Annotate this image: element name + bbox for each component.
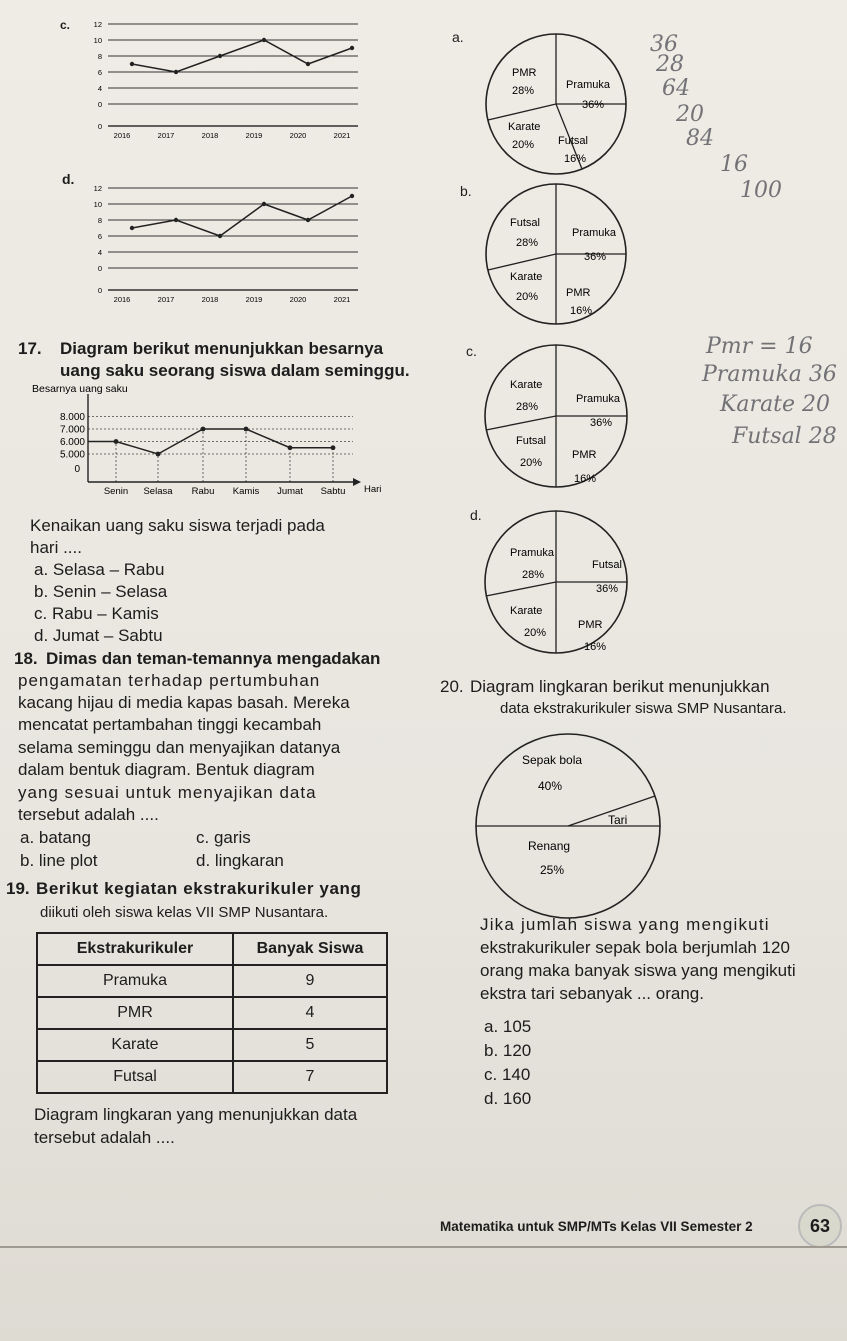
table-row (37, 997, 387, 1029)
q20-line1: Diagram lingkaran berikut menunjukkan (470, 677, 770, 696)
table-row (37, 1061, 387, 1093)
pie-b-label-karate: Karate (510, 271, 543, 283)
data-point (244, 427, 249, 432)
x-tick-label: 2021 (333, 131, 351, 140)
q20-option-b[interactable]: b. 120 (484, 1041, 532, 1060)
pie-c-pct-pramuka: 36% (590, 417, 613, 429)
pie-option-c-letter: c. (466, 343, 477, 359)
pie-b-label-futsal: Futsal (510, 217, 540, 229)
line-chart-d-yticks (94, 184, 102, 295)
y-tick-label: 10 (93, 36, 102, 45)
handwriting-note: 84 (686, 126, 714, 151)
x-tick-label: 2021 (333, 295, 351, 304)
table-cell: PMR (37, 997, 233, 1029)
y-tick-label: 5.000 (59, 449, 85, 461)
data-point (174, 70, 178, 74)
pie-c-pct-futsal: 20% (520, 457, 543, 469)
q18-option-c[interactable]: c. garis (196, 828, 251, 847)
table-cell: Futsal (37, 1061, 233, 1093)
pie-b-label-pmr: PMR (566, 287, 591, 299)
pie-option-c (478, 342, 638, 492)
q17-chart-xticks (104, 486, 346, 497)
y-tick-label: 10 (93, 200, 102, 209)
pie-a-label-pramuka: Pramuka (566, 79, 611, 91)
table-cell: 4 (233, 997, 387, 1029)
x-tick-label: Rabu (191, 486, 215, 497)
pie-a-pct-pmr: 28% (512, 85, 535, 97)
x-tick-label: 2019 (245, 295, 263, 304)
data-point (218, 234, 222, 238)
data-point (114, 439, 119, 444)
q18-line2: pengamatan terhadap pertumbuhan (18, 671, 321, 690)
x-tick-label: 2017 (157, 131, 175, 140)
q20-question-line1: Jika jumlah siswa yang mengikuti (480, 915, 770, 934)
pie-option-d-letter: d. (470, 507, 482, 523)
q17-number: 17. (18, 339, 42, 358)
handwriting-note: 20 (676, 102, 704, 127)
q17-option-b[interactable]: b. Senin – Selasa (34, 582, 168, 601)
x-tick-label: Sabtu (320, 486, 346, 497)
x-tick-label: 2018 (201, 131, 219, 140)
y-tick-label: 4 (97, 84, 102, 93)
y-tick-label: 6 (97, 68, 102, 77)
pie-c-pct-pmr: 16% (574, 473, 597, 485)
pie-a-label-futsal: Futsal (558, 135, 588, 147)
x-tick-label: Selasa (143, 486, 173, 497)
q19-header-ekstra: Ekstrakurikuler (37, 933, 233, 965)
q20-option-d[interactable]: d. 160 (484, 1089, 532, 1108)
data-point (350, 194, 354, 198)
q19-after2: tersebut adalah .... (34, 1128, 175, 1147)
data-point (130, 62, 134, 66)
q17-line-chart (28, 382, 398, 504)
q17-question2: hari .... (30, 538, 82, 557)
line-chart-d-xticks (114, 295, 351, 304)
y-tick-label: 12 (93, 184, 102, 193)
table-cell: 7 (233, 1061, 387, 1093)
pie-c-label-pramuka: Pramuka (576, 393, 621, 405)
handwriting-note: 28 (656, 52, 684, 77)
y-tick-label: 8 (97, 216, 102, 225)
q18-line7: yang sesuai untuk menyajikan data (18, 783, 317, 802)
pie-c-label-pmr: PMR (572, 449, 597, 461)
q20-option-c[interactable]: c. 140 (484, 1065, 531, 1084)
option-c-label: c. (60, 18, 71, 32)
q18-line5: selama seminggu dan menyajikan datanya (18, 738, 341, 757)
handwriting-note: 100 (740, 178, 782, 203)
handwriting-note: 64 (662, 76, 690, 101)
pie-a-label-pmr: PMR (512, 67, 537, 79)
q17-line1: Diagram berikut menunjukkan besarnya (60, 339, 384, 358)
q17-chart-title: Besarnya uang saku (32, 383, 128, 395)
y-tick-label: 12 (93, 20, 102, 29)
pie-d-pct-pmr: 16% (584, 641, 607, 653)
x-tick-label: Kamis (232, 486, 260, 497)
table-cell: 9 (233, 965, 387, 997)
table-row (37, 965, 387, 997)
q19-table-header-row (37, 933, 387, 965)
q20-label-renang: Renang (528, 839, 571, 853)
handwriting-note: Pmr = 16 (706, 334, 813, 359)
pie-a-label-karate: Karate (508, 121, 541, 133)
q20-question-line2: ekstrakurikuler sepak bola berjumlah 120 (480, 938, 790, 957)
data-point (262, 38, 266, 42)
pie-c-label-futsal: Futsal (516, 435, 546, 447)
y-tick-label: 0 (97, 286, 102, 295)
q20-pie-chart (468, 726, 668, 926)
pie-d-pct-futsal: 36% (596, 583, 619, 595)
y-tick-label: 0 (97, 122, 102, 131)
table-cell: Karate (37, 1029, 233, 1061)
q18-line1: Dimas dan teman-temannya mengadakan (46, 649, 381, 668)
pie-b-pct-pmr: 16% (570, 305, 593, 317)
q19-line1: Berikut kegiatan ekstrakurikuler yang (36, 879, 362, 898)
q17-option-a[interactable]: a. Selasa – Rabu (34, 560, 165, 579)
data-point (174, 218, 178, 222)
footer-book-title: Matematika untuk SMP/MTs Kelas VII Semester 2 (440, 1219, 753, 1234)
y-tick-label: 4 (97, 248, 102, 257)
handwriting-note: Pramuka 36 (702, 362, 837, 387)
q17-option-d[interactable]: d. Jumat – Sabtu (34, 626, 163, 645)
pie-option-b (478, 182, 638, 327)
line-chart-c-yticks (94, 20, 102, 131)
line-chart-c (78, 16, 368, 166)
option-d-label: d. (62, 171, 75, 187)
line-chart-c-xticks (114, 131, 351, 140)
table-row (37, 1029, 387, 1061)
handwriting-note: Karate 20 (720, 392, 831, 417)
data-point (218, 54, 222, 58)
q19-line2: diikuti oleh siswa kelas VII SMP Nusantara. (40, 904, 329, 921)
line-chart-d (78, 180, 368, 330)
q18-line8: tersebut adalah .... (18, 805, 159, 824)
pie-option-a (478, 32, 638, 177)
data-point (306, 62, 310, 66)
x-tick-label: Senin (103, 486, 129, 497)
q20-pct-renang: 25% (540, 863, 565, 877)
y-tick-label: 8.000 (59, 412, 85, 423)
data-point (331, 445, 336, 450)
q20-number: 20. (440, 677, 464, 696)
handwriting-note: Futsal 28 (732, 424, 837, 449)
q19-table (36, 932, 388, 1094)
x-tick-label: 2020 (289, 295, 307, 304)
y-tick-label: 0 (74, 464, 80, 475)
q19-after1: Diagram lingkaran yang menunjukkan data (34, 1105, 358, 1124)
y-tick-label: 7.000 (59, 424, 85, 436)
footer-divider (0, 1246, 847, 1248)
x-tick-label: 2016 (113, 295, 131, 304)
pie-a-pct-futsal: 20% (512, 139, 535, 151)
q18-option-a[interactable]: a. batang (20, 828, 91, 847)
data-point (201, 427, 206, 432)
x-tick-label: 2018 (201, 295, 219, 304)
table-cell: 5 (233, 1029, 387, 1061)
q19-number: 19. (6, 879, 30, 898)
q17-option-c[interactable]: c. Rabu – Kamis (34, 604, 159, 623)
pie-c-label-karate: Karate (510, 379, 543, 391)
q20-label-tari: Tari (608, 813, 628, 827)
x-tick-label: 2016 (113, 131, 131, 140)
q17-chart-yticks (60, 412, 85, 475)
q20-option-a[interactable]: a. 105 (484, 1017, 532, 1036)
q18-option-b[interactable]: b. line plot (20, 851, 98, 870)
q18-line3: kacang hijau di media kapas basah. Mereka (18, 693, 350, 712)
data-point (288, 445, 293, 450)
x-tick-label: 2019 (245, 131, 263, 140)
pie-option-d (478, 508, 638, 658)
q18-option-d[interactable]: d. lingkaran (196, 851, 284, 870)
q17-chart-grid (88, 417, 353, 483)
x-tick-label: 2017 (157, 295, 175, 304)
q20-label-sepak-bola: Sepak bola (522, 753, 583, 767)
pie-d-label-pramuka: Pramuka (510, 547, 555, 559)
pie-option-a-letter: a. (452, 29, 464, 45)
q18-line4: mencatat pertambahan tinggi kecambah (18, 715, 322, 734)
x-tick-label: 2020 (289, 131, 307, 140)
q17-question1: Kenaikan uang saku siswa terjadi pada (30, 516, 325, 535)
pie-b-pct-futsal: 28% (516, 237, 539, 249)
y-tick-label: 8 (97, 52, 102, 61)
table-cell: Pramuka (37, 965, 233, 997)
q20-pct-sepak-bola: 40% (538, 779, 563, 793)
data-point (130, 226, 134, 230)
pie-b-pct-pramuka: 36% (584, 251, 607, 263)
q20-question-line4: ekstra tari sebanyak ... orang. (480, 984, 704, 1003)
pie-b-label-pramuka: Pramuka (572, 227, 617, 239)
q18-line6: dalam bentuk diagram. Bentuk diagram (18, 760, 315, 779)
q19-header-banyak: Banyak Siswa (233, 933, 387, 965)
data-point (156, 452, 161, 457)
q20-question-line3: orang maka banyak siswa yang mengikuti (480, 961, 796, 980)
pie-d-label-futsal: Futsal (592, 559, 622, 571)
data-point (350, 46, 354, 50)
handwriting-note: 36 (650, 32, 678, 57)
pie-d-pct-pramuka: 28% (522, 569, 545, 581)
y-tick-label: 6 (97, 232, 102, 241)
q17-line2: uang saku seorang siswa dalam seminggu. (60, 361, 410, 380)
data-point (262, 202, 266, 206)
handwriting-note: 16 (720, 152, 748, 177)
q17-x-unit: Hari (364, 484, 382, 495)
line-chart-d-points (130, 194, 354, 238)
q18-number: 18. (14, 649, 38, 668)
pie-b-pct-karate: 20% (516, 291, 539, 303)
y-tick-label: 6.000 (59, 437, 85, 448)
pie-d-label-karate: Karate (510, 605, 543, 617)
pie-a-pct-16: 16% (564, 153, 587, 165)
pie-d-pct-karate: 20% (524, 627, 547, 639)
x-tick-label: Jumat (277, 486, 303, 497)
y-tick-label: 0 (97, 264, 102, 273)
line-chart-c-grid (108, 24, 358, 126)
line-chart-d-grid (108, 188, 358, 290)
y-tick-label: 0 (97, 100, 102, 109)
pie-a-pct-pramuka: 36% (582, 99, 605, 111)
line-chart-d-series (132, 196, 352, 236)
q20-line2: data ekstrakurikuler siswa SMP Nusantara. (500, 700, 787, 717)
page-number: 63 (798, 1204, 842, 1248)
pie-c-pct-karate: 28% (516, 401, 539, 413)
pie-d-label-pmr: PMR (578, 619, 603, 631)
data-point (306, 218, 310, 222)
pie-option-b-letter: b. (460, 183, 472, 199)
